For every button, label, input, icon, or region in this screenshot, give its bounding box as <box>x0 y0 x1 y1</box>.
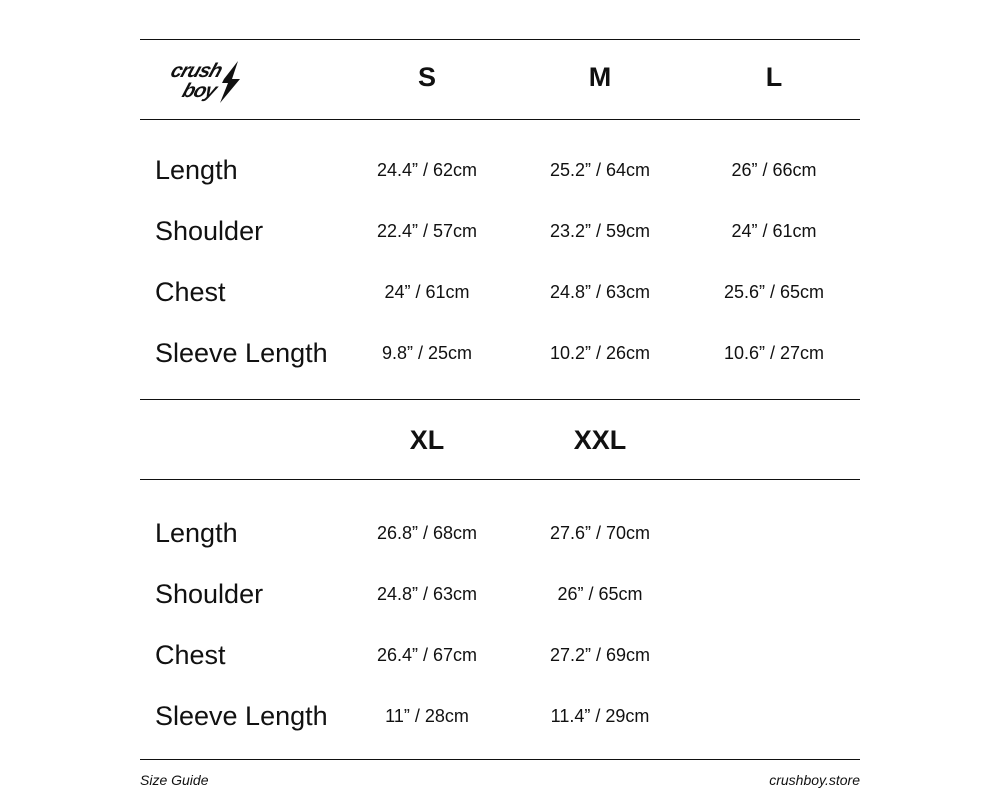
value-cell: 22.4” / 57cm <box>376 220 478 241</box>
value-cell: 26.4” / 67cm <box>376 644 478 665</box>
bottom-rule <box>140 759 860 760</box>
value-cell: 24.4” / 62cm <box>376 159 478 180</box>
size-header-xl: XL <box>409 425 445 455</box>
size-guide-sheet <box>140 0 860 800</box>
header-rule-1 <box>140 119 860 120</box>
value-cell: 10.6” / 27cm <box>723 342 825 363</box>
table-row <box>140 335 860 371</box>
value-cell: 24” / 61cm <box>384 281 470 302</box>
footer-store-url: crushboy.store <box>769 772 860 788</box>
value-cell: 11.4” / 29cm <box>550 705 650 726</box>
size-header-xxl: XXL <box>573 425 627 455</box>
row-label-chest: Chest <box>155 639 226 670</box>
value-cell: 25.6” / 65cm <box>723 281 825 302</box>
value-cell: 24.8” / 63cm <box>549 281 651 302</box>
crushboy-logo <box>162 57 258 103</box>
value-cell: 10.2” / 26cm <box>549 342 651 363</box>
top-rule <box>140 39 860 40</box>
size-header-s: S <box>417 62 436 92</box>
value-cell: 26” / 65cm <box>557 583 643 604</box>
table-row <box>140 698 860 734</box>
value-cell: 11” / 28cm <box>385 705 469 726</box>
value-cell: 27.2” / 69cm <box>549 644 651 665</box>
table-row <box>140 515 860 551</box>
value-cell: 26.8” / 68cm <box>376 522 478 543</box>
table-row <box>140 576 860 612</box>
svg-text:boy: boy <box>179 79 220 102</box>
row-label-chest: Chest <box>155 276 226 307</box>
row-label-sleeve-length: Sleeve Length <box>155 700 328 731</box>
row-label-shoulder: Shoulder <box>155 578 264 609</box>
row-label-shoulder: Shoulder <box>155 215 264 246</box>
row-label-length: Length <box>155 154 238 185</box>
header-rule-2 <box>140 479 860 480</box>
section-divider-rule <box>140 399 860 400</box>
row-label-length: Length <box>155 517 238 548</box>
table-row <box>140 274 860 310</box>
svg-text:crush: crush <box>167 59 225 82</box>
value-cell: 23.2” / 59cm <box>549 220 651 241</box>
value-cell: 27.6” / 70cm <box>549 522 651 543</box>
value-cell: 24” / 61cm <box>731 220 817 241</box>
footer-size-guide: Size Guide <box>140 772 209 788</box>
table-row <box>140 637 860 673</box>
value-cell: 24.8” / 63cm <box>376 583 478 604</box>
size-header-m: M <box>588 62 612 92</box>
value-cell: 25.2” / 64cm <box>549 159 651 180</box>
table-row <box>140 152 860 188</box>
value-cell: 26” / 66cm <box>731 159 817 180</box>
value-cell: 9.8” / 25cm <box>381 342 473 363</box>
row-label-sleeve-length: Sleeve Length <box>155 337 328 368</box>
size-header-l: L <box>765 62 783 92</box>
table-row <box>140 213 860 249</box>
